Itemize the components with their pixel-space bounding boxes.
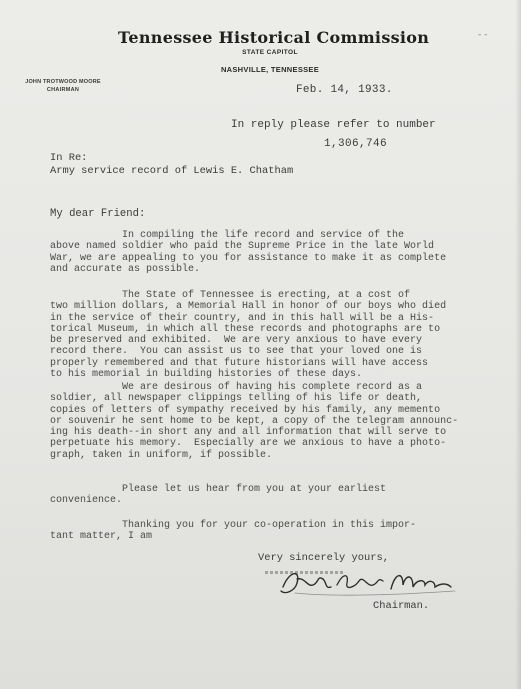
- paragraph-line: War, we are appealing to you for assistance to make it as complete: [50, 252, 447, 264]
- paragraph-line: two million dollars, a Memorial Hall in honor of our boys who died: [50, 301, 447, 313]
- letterhead-chairman-name: JOHN TROTWOOD MOORE: [25, 79, 101, 85]
- paragraph-line: properly remembered and that future historians will have access: [50, 357, 429, 369]
- complimentary-closing: Very sincerely yours,: [258, 552, 389, 564]
- in-re-label: In Re:: [50, 152, 88, 164]
- paragraph-line: be preserved and exhibited. We are very anxious to have every: [50, 335, 423, 347]
- paragraph-thanks: [50, 520, 520, 543]
- paragraph-line: torical Museum, in which all these records and photographs are to: [50, 323, 441, 335]
- paragraph-line: copies of letters of sympathy received by his family, any memento: [50, 404, 441, 416]
- paragraph-line: or souvenir he sent home to be kept, a copy of the telegram announc-: [50, 415, 459, 427]
- paragraph-line: and accurate as possible.: [50, 263, 201, 275]
- handwritten-signature: [275, 565, 465, 601]
- paragraph-line: The State of Tennessee is erecting, at a cost of: [50, 290, 411, 301]
- paragraph-memorial-hall: [50, 290, 520, 380]
- paragraph-line: convenience.: [50, 495, 123, 507]
- paragraph-line: soldier, all newspaper clippings telling of his life or death,: [50, 393, 423, 405]
- paragraph-line: record there. You can assist us to see that your loved one is: [50, 346, 423, 358]
- paragraph-line: In compiling the life record and service of the: [50, 230, 405, 241]
- paragraph-line: tant matter, I am: [50, 531, 153, 543]
- reference-number: 1,306,746: [324, 138, 388, 150]
- letterhead-title: Tennessee Historical Commission: [118, 28, 430, 47]
- paragraph-line: ing his death--in short any and all information that will serve to: [50, 427, 447, 439]
- salutation: My dear Friend:: [50, 208, 146, 220]
- paragraph-complete-record: [50, 382, 520, 461]
- signer-title: Chairman.: [373, 600, 430, 612]
- paragraph-line: Please let us hear from you at your earliest: [50, 484, 387, 495]
- paragraph-compiling: [50, 230, 520, 275]
- reply-reference-text: In reply please refer to number: [231, 119, 436, 131]
- letterhead-chairman-title: CHAIRMAN: [46, 87, 80, 93]
- paragraph-line: perpetuate his memory. Especially are we anxious to have a photo-: [50, 438, 447, 450]
- paragraph-line: in the service of their country, and in this hall will be a His-: [50, 312, 435, 324]
- paragraph-line: to his memorial in building histories of these days.: [50, 369, 363, 381]
- paragraph-line: Thanking you for your co-operation in this impor-: [50, 520, 417, 531]
- letterhead-line-city: NASHVILLE, TENNESSEE: [220, 65, 320, 74]
- corner-pencil-mark: - -: [478, 30, 488, 40]
- paragraph-please-reply: [50, 484, 520, 507]
- paragraph-line: above named soldier who paid the Supreme Price in the late World: [50, 241, 435, 253]
- paragraph-line: graph, taken in uniform, if possible.: [50, 449, 273, 461]
- paragraph-line: We are desirous of having his complete record as a: [50, 382, 423, 393]
- letterhead-line-state-capitol: STATE CAPITOL: [242, 49, 298, 56]
- letter-date: Feb. 14, 1933.: [296, 84, 393, 96]
- in-re-subject: Army service record of Lewis E. Chatham: [50, 165, 294, 177]
